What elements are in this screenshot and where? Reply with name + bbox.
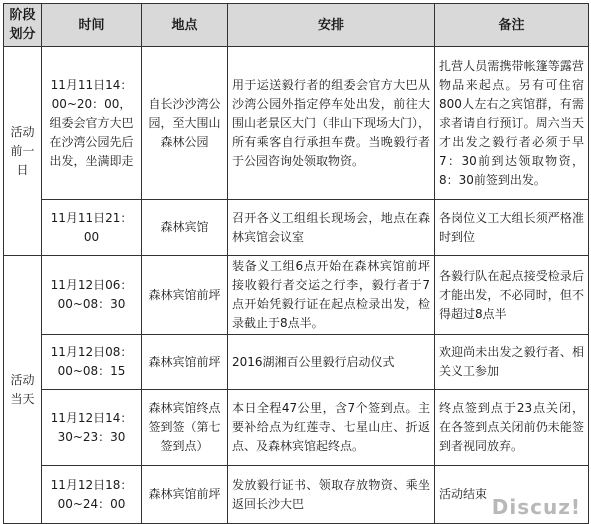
time-cell: 11月12日18：00~24：00 <box>42 466 142 524</box>
plan-cell: 2016湖湘百公里毅行启动仪式 <box>228 335 435 390</box>
header-row <box>4 4 589 47</box>
stage-cell-day-before: 活动前一日 <box>4 47 42 256</box>
header-note: 备注 <box>435 4 589 47</box>
table-row <box>4 200 589 256</box>
place-cell: 自长沙沙湾公园，至大围山森林公园 <box>142 47 228 200</box>
place-cell: 森林宾馆终点签到签（第七签到点） <box>142 390 228 466</box>
plan-cell: 装备义工组6点开始在森林宾馆前坪接收毅行者交运之行李，毅行者于7点开始凭毅行证在起点检录出发，检录截止于8点半。 <box>228 256 435 335</box>
header-place: 地点 <box>142 4 228 47</box>
header-time: 时间 <box>42 4 142 47</box>
table-row <box>4 335 589 390</box>
note-cell: 各毅行队在起点接受检录后才能出发，不必同时，但不得超过8点半 <box>435 256 589 335</box>
header-plan: 安排 <box>228 4 435 47</box>
plan-cell: 本日全程47公里，含7个签到点。主要补给点为红莲寺、七星山庄、折返点、及森林宾馆起终点。 <box>228 390 435 466</box>
time-cell: 11月11日14：00~20：00，组委会官方大巴在沙湾公园先后出发，坐满即走 <box>42 47 142 200</box>
time-cell: 11月11日21：00 <box>42 200 142 256</box>
plan-cell: 用于运送毅行者的组委会官方大巴从沙湾公园外指定停车处出发，前往大围山老景区大门（非山下现场大门），所有乘客自行承担车费。当晚毅行者于公园咨询处领取物资。 <box>228 47 435 200</box>
place-cell: 森林宾馆 <box>142 200 228 256</box>
note-cell: 活动结束 <box>435 466 589 524</box>
header-stage: 阶段划分 <box>4 4 42 47</box>
place-cell: 森林宾馆前坪 <box>142 466 228 524</box>
plan-cell: 发放毅行证书、领取存放物资、乘坐返回长沙大巴 <box>228 466 435 524</box>
schedule-table <box>3 3 589 524</box>
note-cell: 扎营人员需携带帐篷等露营物品来起点。另有可住宿800人左右之宾馆群，有需求者请自行预订。周六当天才出发之毅行者必须于早7：30前到达领取物资，8：30前签到出发。 <box>435 47 589 200</box>
time-cell: 11月12日08：00~08：15 <box>42 335 142 390</box>
stage-cell-event-day: 活动当天 <box>4 256 42 524</box>
time-cell: 11月12日14：30~23：30 <box>42 390 142 466</box>
table-row <box>4 47 589 200</box>
watermark: Discuz! <box>491 495 581 519</box>
note-cell: 终点签到点于23点关闭，在各签到点关闭前仍未能签到者视同放弃。 <box>435 390 589 466</box>
note-cell: 欢迎尚未出发之毅行者、相关义工参加 <box>435 335 589 390</box>
plan-cell: 召开各义工组组长现场会，地点在森林宾馆会议室 <box>228 200 435 256</box>
note-cell: 各岗位义工大组长须严格准时到位 <box>435 200 589 256</box>
table-row <box>4 390 589 466</box>
place-cell: 森林宾馆前坪 <box>142 335 228 390</box>
place-cell: 森林宾馆前坪 <box>142 256 228 335</box>
table-row <box>4 256 589 335</box>
time-cell: 11月12日06：00~08：30 <box>42 256 142 335</box>
